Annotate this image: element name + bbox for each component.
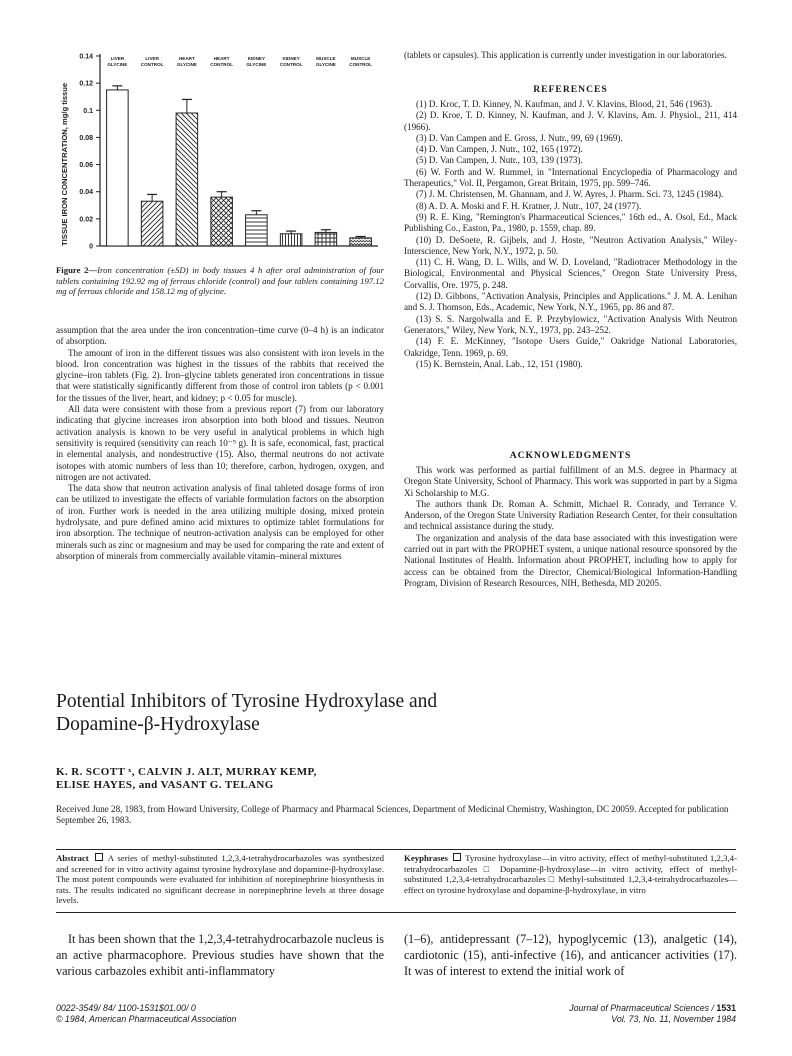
bar (211, 197, 233, 246)
paragraph: All data were consistent with those from a previous report (7) from our laboratory indicating that glycine increases iron absorption into both blood and tissues. Neutron activation analysis is known to be very useful in analytical problems in which high sensitivity is required (sensitivity can reach 10⁻⁹ g). It is safe, economical, fast, practical in elemental analysis, and nondestructive (15). Also, thermal neutrons do not activate isotopes with atomic numbers of less than 10; therefore, carbon, hydrogen, oxygen, and nitrogen are not activated. (56, 404, 384, 482)
references-heading: REFERENCES (533, 84, 608, 95)
bar (246, 215, 268, 246)
category-label: MUSCLE (316, 56, 336, 61)
right-column-intro (404, 50, 737, 61)
paragraph: The data show that neutron activation analysis of final tableted dosage forms of iron can be utilized to investigate the effects of variable formulation factors on the absorption of iron. Further work is needed in the area utilizing multiple dosing, mixed protein hydrolysate, and pure defined amino acid mixtures to optimize tablet formulations for iron absorption. The technique of neutron-activation analysis can be employed for other minerals such as zinc or magnesium and may be used for comparing the rate and extent of absorption of minerals from commercially available vitamin–mineral mixtures (56, 483, 384, 561)
square-bullet-icon (453, 853, 461, 861)
keyphrases-text: Tyrosine hydroxylase—in vitro activity, effect of methyl-substituted 1,2,3,4-tetrahydrocarbazoles □ Dopamine-β-hydroxylase—in vitro activity, effect of methyl-substituted 1,2,3,4-tetrahydrocarbazoles □ Methyl-substituted 1,2,3,4-tetrahydrocarbazoles—effect on tyrosine hydroxylase and dopamine-β-hydroxylase, in vitro (404, 853, 737, 895)
category-label: HEART (213, 56, 230, 61)
figure-caption (56, 265, 384, 297)
bar (141, 201, 163, 246)
y-tick-label: 0.1 (83, 107, 93, 115)
category-label: CONTROL (279, 62, 303, 67)
abstract-text: A series of methyl-substituted 1,2,3,4-tetrahydrocarbazoles was synthesized and screened for in vitro activity against tyrosine hydroxylase and dopamine-β-hydroxylase. The most potent compounds were evaluated for inhibition of norepinephrine biosynthesis in rats. The results indicated no significant decrease in norepinephrine levels at three dosage levels. (56, 853, 385, 906)
reference-item: (1) D. Kroc, T. D. Kinney, N. Kaufman, and J. V. Klavins, Blood, 21, 546 (1963). (416, 99, 713, 109)
article-title-line: Dopamine-β-Hydroxylase (56, 714, 260, 735)
ack-paragraph: The authors thank Dr. Roman A. Schmitt, Michael R. Conrady, and Terrance V. Anderson, of the Oregon State University Radiation Research Center, for their consultation and technical assistance during the study. (404, 498, 737, 532)
y-tick-label: 0.14 (79, 53, 93, 61)
reference-item: (11) C. H. Wang, D. L. Wills, and W. D. Loveland, "Radiotracer Methodology in the Biological, Environmental and Physical Sciences," Oregon State University Press, Corvallis, Ore. 1975, p. 248. (404, 257, 737, 290)
category-label: CONTROL (349, 62, 372, 67)
bar-chart-svg (56, 48, 384, 260)
reference-item: (15) K. Bernstein, Anal. Lab., 12, 151 (1980). (416, 358, 583, 369)
y-tick-label: 0 (89, 243, 93, 251)
acknowledgments-heading: ACKNOWLEDGMENTS (509, 450, 632, 461)
article-authors (56, 766, 736, 792)
bar (315, 232, 337, 246)
category-label: KIDNEY (282, 56, 300, 61)
bar (280, 234, 302, 246)
category-label: CONTROL (140, 62, 164, 67)
reference-item: (6) W. Forth and W. Rummel, in "International Encyclopedia of Pharmacology and Therapeutics," Vol. II, Pergamon, Great Britain, 1975, pp. 599–746. (404, 166, 737, 189)
keyphrases-label: Keyphrases (404, 853, 448, 863)
category-label: GLYCINE (107, 62, 128, 67)
bar (176, 113, 198, 246)
y-tick-label: 0.02 (79, 216, 93, 224)
keyphrases (404, 853, 737, 895)
y-tick-label: 0.06 (79, 162, 93, 170)
authors-line: ELISE HAYES, and VASANT G. TELANG (56, 779, 274, 791)
body-paragraph: (1–6), antidepressant (7–12), hypoglycemic (13), analgetic (14), cardiotonic (15), anti-infective (16), and anticancer activities (17). It was of interest to extend the initial work of (404, 932, 737, 979)
body-left-column (56, 931, 384, 980)
page-number: 1531 (716, 1003, 736, 1013)
abstract-bottom-rule (56, 912, 736, 913)
bar (350, 238, 372, 246)
volume-line: Vol. 73, No. 11, November 1984 (611, 1014, 736, 1024)
reference-item: (9) R. E. King, "Remington's Pharmaceutical Sciences," 16th ed., A. Osol, Ed., Mack Publishing Co., Easton, Pa., 1980, p. 1559, chap. 89. (404, 211, 737, 234)
category-label: MUSCLE (350, 56, 371, 61)
received-line: Received June 28, 1983, from Howard University, College of Pharmacy and Pharmacal Sciences, Department of Medicinal Chemistry, Washington, DC 20059. Accepted for publication September 26, 1983. (56, 804, 729, 825)
figure-caption-label: Figure 2— (56, 265, 98, 275)
category-label: GLYCINE (176, 62, 197, 67)
category-label: HEART (178, 56, 195, 61)
footer-left (56, 1003, 376, 1025)
figure-2-chart (56, 48, 384, 260)
y-tick-label: 0.12 (79, 80, 93, 88)
category-label: LIVER (145, 56, 159, 61)
abstract (56, 853, 384, 906)
references-list (404, 99, 737, 370)
y-tick-label: 0.04 (79, 189, 93, 197)
reference-item: (10) D. DeSoete, R. Gijbels, and J. Hoste, "Neutron Activation Analysis," Wiley-Interscience, New York, N.Y., 1972, p. 50. (404, 234, 737, 256)
article-title (56, 690, 736, 736)
body-paragraph: It has been shown that the 1,2,3,4-tetrahydrocarbazole nucleus is an active pharmacophore. Previous studies have shown that the various carbazoles exhibit anti-inflammatory (56, 932, 384, 979)
ack-paragraph: This work was performed as partial fulfillment of an M.S. degree in Pharmacy at Oregon State University, School of Pharmacy. This work was supported in part by a Sigma Xi Scholarship to M.G. (404, 465, 737, 498)
issn-line: 0022-3549/ 84/ 1100-1531$01.00/ 0 (56, 1003, 196, 1013)
square-bullet-icon (95, 853, 103, 861)
paragraph: assumption that the area under the iron concentration–time curve (0–4 h) is an indicator of absorption. (56, 325, 384, 347)
reference-item: (7) J. M. Christensen, M. Ghannam, and J. W. Ayres, J. Pharm. Sci. 73, 1245 (1984). (416, 189, 724, 200)
reference-item: (8) A. D. A. Moski and F. H. Kratner, J. Nutr., 107, 24 (1977). (416, 200, 642, 211)
category-label: GLYCINE (315, 62, 336, 67)
ack-paragraph: The organization and analysis of the data base associated with this investigation were carried out in part with the PROPHET system, a unique national resource sponsored by the National Institutes of Health. Information about PROPHET, including how to apply for access can be obtained from the Director, Chemical/Biological Information-Handling Program, Division of Research Resources, NIH, Bethesda, MD 20205. (404, 532, 737, 588)
article-title-line: Potential Inhibitors of Tyrosine Hydroxylase and (56, 691, 438, 712)
abstract-top-rule (56, 849, 736, 850)
left-column-text (56, 325, 384, 562)
footer-right (436, 1003, 736, 1025)
authors-line: K. R. SCOTT ˣ, CALVIN J. ALT, MURRAY KEMP, (56, 766, 317, 778)
acknowledgments-text (404, 465, 737, 589)
intro-paragraph: (tablets or capsules). This application is currently under investigation in our laboratories. (404, 50, 727, 60)
y-axis-label: TISSUE IRON CONCENTRATION, mg/g tissue (60, 82, 69, 246)
reference-item: (3) D. Van Campen and E. Gross, J. Nutr., 99, 69 (1969). (416, 132, 623, 143)
paragraph: The amount of iron in the different tissues was also consistent with iron levels in the blood. Iron concentration was highest in the tissues of the rabbits that received the glycine–iron tablets (Fig. 2). Iron–glycine tablets generated iron concentrations in tissue that were statistically significantly different from those of control iron tablets (p < 0.001 for the tissues of the liver, heart, and kidney; p < 0.05 for muscle). (56, 347, 384, 403)
category-label: KIDNEY (247, 56, 266, 61)
reference-item: (4) D. Van Campen, J. Nutr., 102, 165 (1972). (416, 144, 583, 155)
category-label: LIVER (110, 56, 125, 61)
copyright-line: © 1984, American Pharmaceutical Association (56, 1014, 237, 1024)
journal-name: Journal of Pharmaceutical Sciences / (569, 1003, 714, 1013)
reference-item: (14) F. E. McKinney, "Isotope Users Guide," Oakridge National Laboratories, Oakridge, Tenn. 1969, p. 69. (404, 336, 737, 358)
category-label: CONTROL (210, 62, 233, 67)
body-right-column (404, 931, 737, 980)
reference-item: (2) D. Kroe, T. D. Kinney, N. Kaufman, and J. V. Klavins, Am. J. Physiol., 211, 414 (1966). (404, 110, 737, 132)
y-tick-label: 0.08 (79, 134, 93, 142)
reference-item: (13) S. S. Nargolwalla and E. P. Przybylowicz, "Activation Analysis With Neutron Generators," Wiley, New York, N.Y., 1973, pp. 243–252. (404, 313, 737, 335)
category-label: GLYCINE (246, 62, 267, 67)
reference-item: (5) D. Van Campen, J. Nutr., 103, 139 (1973). (416, 155, 583, 166)
reference-item: (12) D. Gibbons, "Activation Analysis, Principles and Applications." J. M. A. Lenihan and S. J. Thomson, Eds., Academic, New York, N.Y., 1965, pp. 86 and 87. (404, 291, 737, 313)
abstract-label: Abstract (56, 853, 89, 863)
figure-caption-text: Iron concentration (±SD) in body tissues 4 h after oral administration of four tablets containing 192.92 mg of ferrous chloride (control) and four tablets containing 197.12 mg of ferrous chloride and 158.12 mg of glycine. (56, 265, 385, 297)
bar (107, 90, 129, 246)
